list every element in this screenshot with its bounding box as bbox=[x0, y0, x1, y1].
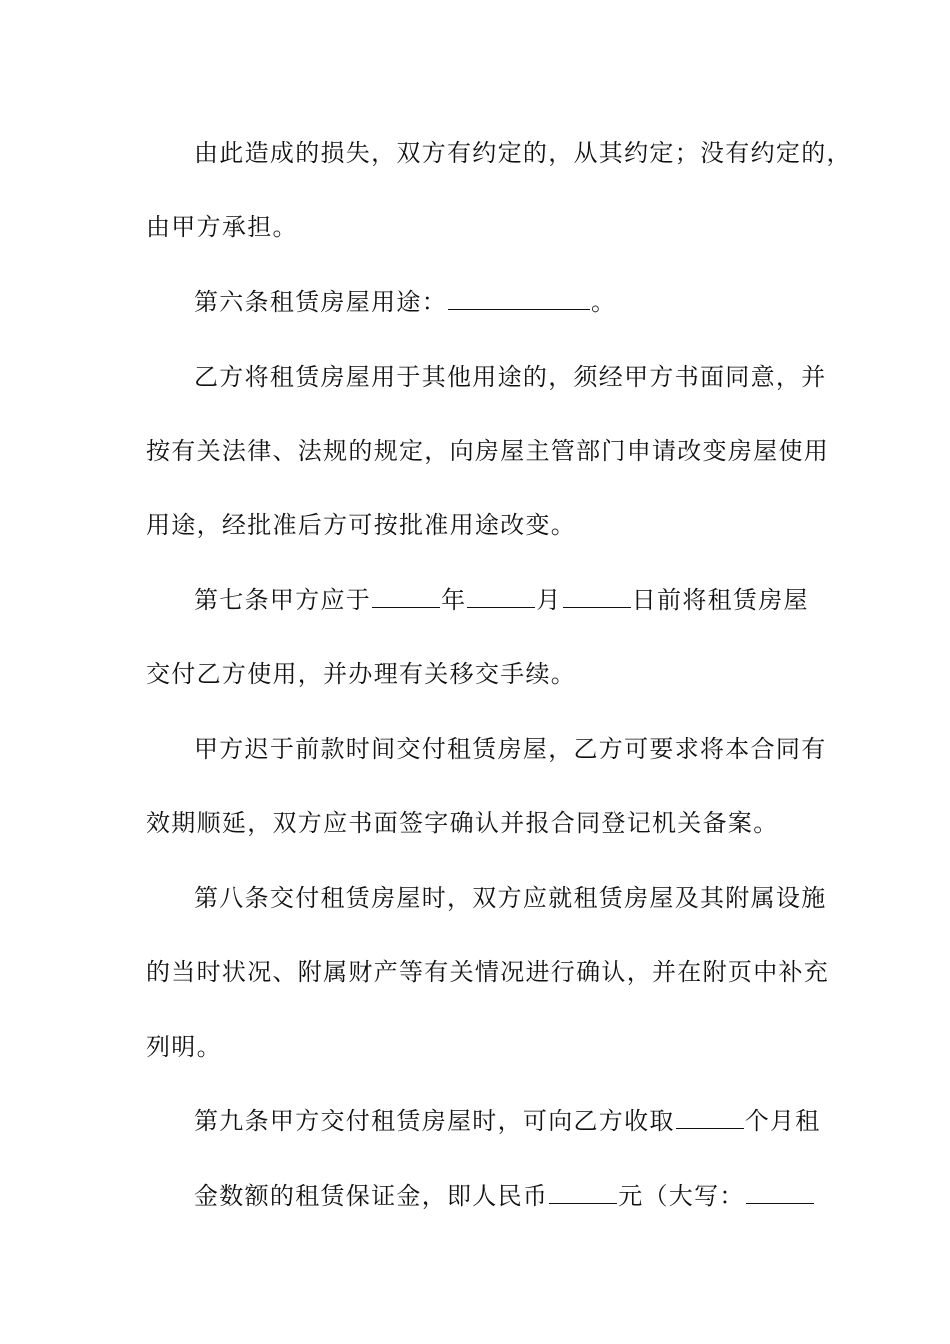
text: 用途，经批准后方可按批准用途改变。 bbox=[146, 511, 577, 539]
blank-months bbox=[676, 1106, 744, 1129]
blank-year bbox=[372, 585, 440, 608]
paragraph-line bbox=[0, 435, 950, 467]
text: 按有关法律、法规的规定，向房屋主管部门申请改变房屋使用 bbox=[146, 437, 830, 465]
text: 年 bbox=[441, 586, 467, 614]
paragraph-line bbox=[0, 658, 950, 690]
blank-amount bbox=[549, 1181, 617, 1204]
text: 日前将租赁房屋 bbox=[631, 586, 809, 614]
text: 第八条交付租赁房屋时，双方应就租赁房屋及其附属设施 bbox=[194, 884, 827, 912]
article-8-heading bbox=[0, 882, 950, 914]
paragraph-line bbox=[0, 1031, 950, 1063]
paragraph-line bbox=[0, 807, 950, 839]
text: 金数额的租赁保证金，即人民币 bbox=[194, 1182, 549, 1210]
text: 。 bbox=[591, 288, 617, 316]
text: 第九条甲方交付租赁房屋时，可向乙方收取 bbox=[194, 1107, 675, 1135]
text: 甲方迟于前款时间交付租赁房屋，乙方可要求将本合同有 bbox=[194, 735, 827, 763]
paragraph-line bbox=[0, 361, 950, 393]
text: 个月租 bbox=[744, 1107, 821, 1135]
text: 列明。 bbox=[146, 1033, 222, 1061]
paragraph-line bbox=[0, 137, 950, 169]
text: 的当时状况、附属财产等有关情况进行确认，并在附页中补充 bbox=[146, 958, 830, 986]
text: 由此造成的损失，双方有约定的，从其约定；没有约定的， bbox=[194, 139, 852, 167]
text: 月 bbox=[536, 586, 562, 614]
text: 第七条甲方应于 bbox=[194, 586, 372, 614]
text: 由甲方承担。 bbox=[146, 213, 298, 241]
blank-amount-words bbox=[746, 1181, 814, 1204]
text: 效期顺延，双方应书面签字确认并报合同登记机关备案。 bbox=[146, 809, 779, 837]
paragraph-line bbox=[0, 1180, 950, 1212]
text: 交付乙方使用，并办理有关移交手续。 bbox=[146, 660, 577, 688]
blank-month bbox=[467, 585, 535, 608]
article-7-heading bbox=[0, 584, 950, 616]
article-9-heading bbox=[0, 1105, 950, 1137]
text: 乙方将租赁房屋用于其他用途的，须经甲方书面同意，并 bbox=[194, 363, 827, 391]
blank-usage bbox=[448, 287, 590, 310]
text: 第六条租赁房屋用途： bbox=[194, 288, 447, 316]
paragraph-line bbox=[0, 733, 950, 765]
blank-day bbox=[563, 585, 631, 608]
article-6-heading bbox=[0, 286, 950, 318]
paragraph-line bbox=[0, 211, 950, 243]
paragraph-line bbox=[0, 956, 950, 988]
paragraph-line bbox=[0, 509, 950, 541]
text: 元（大写： bbox=[618, 1182, 745, 1210]
